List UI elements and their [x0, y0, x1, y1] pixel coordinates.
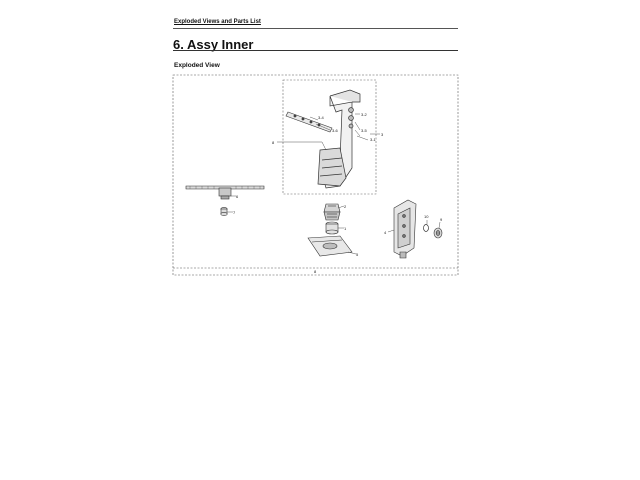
- running-header: Exploded Views and Parts List: [174, 19, 261, 25]
- label-9: 9: [440, 217, 443, 222]
- figure-ref-label: 8: [314, 269, 317, 274]
- label-3-1: 3-1: [370, 137, 376, 142]
- section-title: 6. Assy Inner: [173, 37, 254, 52]
- label-5: 5: [356, 252, 359, 257]
- sump-housing-part: [394, 200, 416, 258]
- label-3: 3: [381, 132, 384, 137]
- label-8: 8: [272, 140, 275, 145]
- label-3-5: 3-5: [361, 128, 367, 133]
- nozzle-strip-part: [286, 112, 332, 132]
- feed-pipe-part: [318, 90, 360, 188]
- fine-filter-part: [326, 222, 338, 234]
- label-3-2: 3-2: [361, 112, 367, 117]
- lower-spray-arm-part: [186, 186, 264, 199]
- label-3-4a: 3-4: [318, 115, 324, 120]
- label-2: 2: [344, 204, 347, 209]
- label-6: 6: [236, 194, 239, 199]
- spray-arm-nut-part: [221, 207, 227, 215]
- exploded-view-heading: Exploded View: [174, 62, 220, 69]
- filter-plate-part: [308, 236, 352, 256]
- label-10: 10: [424, 214, 429, 219]
- label-1: 1: [344, 226, 347, 231]
- label-3-6: 3-6: [332, 128, 338, 133]
- o-ring-part: [424, 225, 429, 232]
- coarse-filter-part: [324, 204, 340, 220]
- label-7: 7: [233, 210, 236, 215]
- label-4: 4: [384, 230, 387, 235]
- check-valve-part: [434, 228, 442, 238]
